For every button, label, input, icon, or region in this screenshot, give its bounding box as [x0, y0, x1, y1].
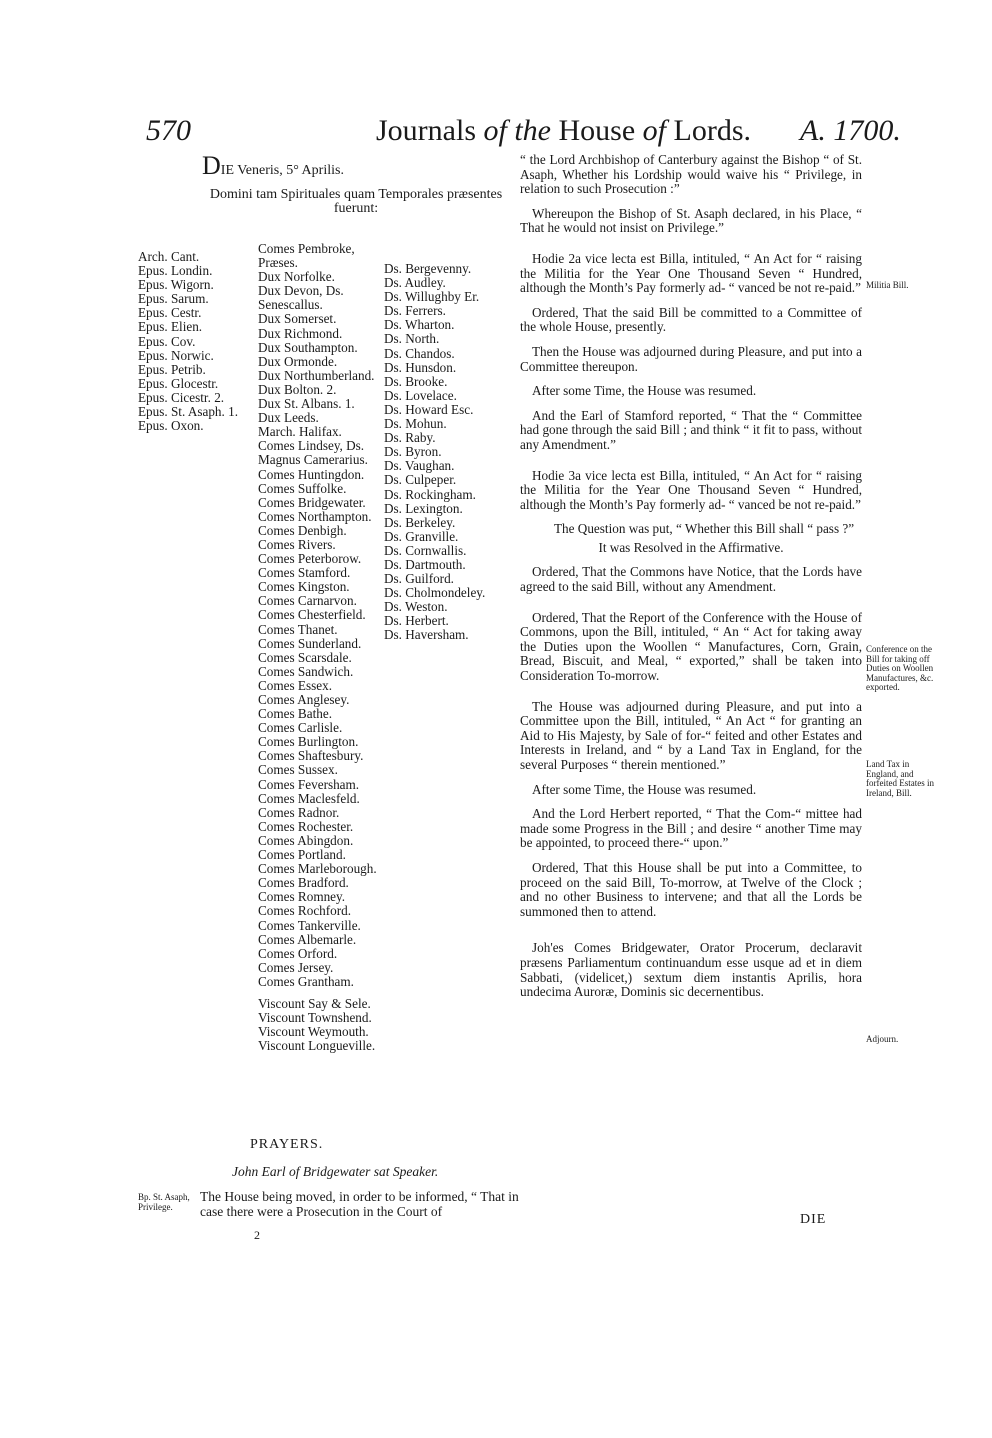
lord-entry: Ds. Lexington. — [384, 500, 463, 516]
right-column — [520, 153, 862, 1010]
paragraph: Whereupon the Bishop of St. Asaph declared, in his Place, “ That he would not insist on Privilege.” — [520, 205, 862, 236]
lord-entry: Comes Anglesey. — [258, 692, 350, 707]
paragraph: Hodie 3a vice lecta est Billa, intituled, “ An Act for “ raising the Militia for the Year One Thousand Seven “ Hundred, although the Month’s Pay formerly ad- “ vanced be not re-paid.” — [520, 467, 862, 512]
lord-entry: Ds. Haversham. — [384, 627, 469, 643]
attendance-heading: Domini tam Spirituales quam Temporales præsentes fuerunt: — [209, 187, 503, 216]
lord-entry: Epus. Oxon. — [138, 418, 204, 434]
lord-entry: Epus. Wigorn. — [138, 277, 214, 293]
speaker-line: John Earl of Bridgewater sat Speaker. — [232, 1164, 439, 1179]
lord-entry: Dux Norfolke. — [258, 269, 335, 285]
lord-entry: Ds. Culpeper. — [384, 472, 457, 488]
lord-entry: Dux Northumberland. — [258, 367, 375, 383]
lord-entry: Viscount Weymouth. — [258, 1024, 369, 1040]
lord-entry: Ds. Cornwallis. — [384, 542, 467, 558]
lord-entry: Comes Northampton. — [258, 508, 372, 524]
lord-entry: Comes Essex. — [258, 677, 332, 693]
lord-entry: Ds. Chandos. — [384, 345, 455, 361]
lord-entry: Viscount Townshend. — [258, 1010, 372, 1026]
lord-entry: Comes Stamford. — [258, 565, 351, 581]
lord-entry: Comes Huntingdon. — [258, 466, 365, 482]
lord-entry: Comes Tankerville. — [258, 917, 361, 933]
lord-entry: Comes Sussex. — [258, 762, 338, 778]
title-word: of — [642, 114, 666, 147]
lord-entry: Epus. Norwic. — [138, 347, 214, 363]
paragraph: Joh'es Comes Bridgewater, Orator Procerum, declaravit præsens Parliamentum continuandum esse usque ad et in diem Sabbati, (videlicet,) sextum diem instantis Aprilis, hora undecima Auroræ, Dominis sic decernentibus. — [520, 940, 862, 1000]
lord-entry: Ds. Howard Esc. — [384, 401, 474, 417]
paragraph: And the Lord Herbert reported, “ That the Com-“ mittee had made some Progress in the Bill ; and desire “ another Time may be appointed, to proceed there-“ upon.” — [520, 806, 862, 851]
lord-entry: Ds. Dartmouth. — [384, 556, 466, 572]
lord-entry: Epus. St. Asaph. 1. — [138, 404, 239, 420]
lord-entry: Comes Scarsdale. — [258, 649, 352, 665]
lord-entry: Epus. Cestr. — [138, 305, 202, 321]
lord-entry: Dux Somerset. — [258, 311, 337, 327]
page-title — [376, 114, 751, 148]
lord-entry: Comes Burlington. — [258, 734, 359, 750]
lord-entry: Dux Southampton. — [258, 339, 358, 355]
drop-cap: D — [202, 151, 221, 180]
lord-entry: Comes Carlisle. — [258, 720, 343, 736]
lord-entry: Epus. Sarum. — [138, 291, 209, 307]
lord-entry: Ds. Wharton. — [384, 317, 455, 333]
paragraph: Ordered, That the said Bill be committed to a Committee of the whole House, presently. — [520, 304, 862, 335]
lord-entry: Dux Leeds. — [258, 410, 319, 426]
lord-entry: Ds. Lovelace. — [384, 387, 457, 403]
lord-entry: Ds. Willughby Er. — [384, 289, 480, 305]
lord-entry: Comes Grantham. — [258, 973, 354, 989]
lord-entry: Comes Bradford. — [258, 875, 349, 891]
lord-entry: Comes Portland. — [258, 847, 346, 863]
lord-entry: Dux St. Albans. 1. — [258, 396, 355, 412]
lord-entry: Ds. Guilford. — [384, 571, 454, 587]
lord-entry: March. Halifax. — [258, 424, 342, 440]
margin-note: Adjourn. — [866, 1034, 899, 1044]
lord-entry: Ds. Ferrers. — [384, 303, 446, 319]
lord-entry: Arch. Cant. — [138, 249, 200, 264]
lord-entry: Comes Maclesfeld. — [258, 790, 360, 806]
paragraph: Then the House was adjourned during Pleasure, and put into a Committee thereupon. — [520, 343, 862, 374]
lord-entry: Ds. Mohun. — [384, 416, 447, 432]
lord-entry: Dux Bolton. 2. — [258, 381, 337, 397]
lord-entry: Comes Romney. — [258, 889, 346, 905]
catchword: DIE — [800, 1212, 827, 1227]
session-date — [202, 151, 344, 180]
lord-entry: Comes Chesterfield. — [258, 607, 366, 623]
lord-entry: Comes Denbigh. — [258, 522, 347, 538]
lord-entry: Ds. Hunsdon. — [384, 359, 457, 375]
margin-note: Land Tax in England, and forfeited Estates in Ireland, Bill. — [866, 759, 934, 798]
lord-entry: Comes Bathe. — [258, 706, 332, 722]
lord-entry: Comes Sandwich. — [258, 663, 354, 679]
page-year: A. 1700. — [800, 114, 901, 147]
lord-entry: Comes Rochford. — [258, 903, 352, 919]
lord-entry: Comes Jersey. — [258, 959, 334, 975]
lord-entry: Viscount Say & Sele. — [258, 995, 371, 1011]
lord-entry: Ds. Bergevenny. — [384, 261, 472, 276]
paragraph: It was Resolved in the Affirmative. — [598, 539, 784, 555]
paragraph: Ordered, That the Commons have Notice, that the Lords have agreed to the said Bill, without any Amendment. — [520, 564, 862, 595]
paragraph: Ordered, That the Report of the Conference with the House of Commons, upon the Bill, intituled, “ An “ Act for taking away the Duties upon the Woollen “ Manufactures, Corn, Grain, Bread, Biscuit, and Meal, “ exported,” shall be taken into Consideration To-morrow. — [520, 609, 862, 684]
paragraph: Ordered, That this House shall be put into a Committee, to proceed on the said Bill, To-morrow, at Twelve of the Clock ; and no other Business to intervene; and that all the Lords be summoned then to attend. — [520, 859, 862, 919]
lord-entry: Ds. Audley. — [384, 275, 446, 291]
paragraph: After some Time, the House was resumed. — [532, 383, 757, 399]
lord-entry: Dux Richmond. — [258, 325, 343, 341]
lord-entry: Dux Devon, Ds. Senescallus. — [258, 283, 344, 313]
lord-entry: Epus. Petrib. — [138, 361, 206, 377]
lord-entry: Ds. Weston. — [384, 599, 448, 615]
lord-entry: Comes Pembroke, Præses. — [258, 241, 355, 271]
margin-note: Militia Bill. — [866, 280, 909, 290]
lord-entry: Epus. Glocestr. — [138, 375, 219, 391]
margin-note: Bp. St. Asaph, Privilege. — [138, 1192, 190, 1212]
paragraph: “ the Lord Archbishop of Canterbury against the Bishop “ of St. Asaph, Whether his Lordship would waive his “ Privilege, in relation to such Prosecution :” — [520, 152, 862, 197]
lord-entry: Ds. Cholmondeley. — [384, 585, 486, 601]
lord-entry: Comes Carnarvon. — [258, 593, 357, 609]
session-date-text: IE Veneris, 5° Aprilis. — [220, 163, 344, 178]
paragraph: The House was adjourned during Pleasure, and put into a Committee upon the Bill, intituled, “ An Act “ for granting an Aid to His Majesty, by Sale of for-“ feited and other Estates and Interests in Ireland, and “ by a Land Tax in England, for the several Purposes “ therein mentioned.” — [520, 698, 862, 772]
lord-entry: Ds. Byron. — [384, 444, 442, 460]
margin-note: Conference on the Bill for taking off Duties on Woollen Manufactures, &c. exported. — [866, 644, 934, 692]
lord-entry: Comes Shaftesbury. — [258, 748, 364, 764]
lord-entry: Ds. North. — [384, 331, 440, 347]
paragraph: The Question was put, “ Whether this Bill shall “ pass ?” — [554, 521, 855, 537]
lord-entry: Ds. Raby. — [384, 430, 436, 446]
lord-entry: Comes Bridgewater. — [258, 494, 366, 510]
lord-entry: Epus. Cov. — [138, 333, 196, 349]
paragraph: Hodie 2a vice lecta est Billa, intituled, “ An Act for “ raising the Militia for the Year One Thousand Seven “ Hundred, although the Month’s Pay formerly ad- “ vanced be not re-paid.” — [520, 250, 862, 296]
lord-entry: Ds. Rockingham. — [384, 486, 476, 502]
paragraph: And the Earl of Stamford reported, “ That the “ Committee had gone through the said Bill ; and think “ it fit to pass, without any Amendment.” — [520, 407, 862, 452]
title-word: House — [558, 114, 636, 147]
lord-entry: Comes Rivers. — [258, 536, 336, 552]
lord-entry: Comes Abingdon. — [258, 832, 354, 848]
lord-entry: Comes Suffolke. — [258, 480, 347, 496]
lords-temporal-list — [258, 242, 386, 1053]
lord-entry: Dux Ormonde. — [258, 353, 338, 369]
title-word: Journals — [376, 114, 476, 147]
lord-entry: Ds. Berkeley. — [384, 514, 456, 530]
lords-spiritual-list — [138, 250, 256, 433]
lord-entry: Comes Sunderland. — [258, 635, 362, 651]
lord-entry: Comes Rochester. — [258, 818, 354, 834]
lords-barons-list — [384, 262, 504, 643]
prayers-heading: PRAYERS. — [250, 1137, 324, 1152]
lord-entry: Comes Peterborow. — [258, 551, 362, 567]
lord-entry: Comes Orford. — [258, 945, 338, 961]
lord-entry: Ds. Granville. — [384, 528, 459, 544]
page-number: 570 — [146, 114, 191, 147]
title-word: Lords. — [673, 114, 751, 147]
lord-entry: Epus. Londin. — [138, 263, 213, 279]
lord-entry: Viscount Longueville. — [258, 1038, 376, 1054]
lord-entry: Ds. Herbert. — [384, 613, 449, 629]
lord-entry: Comes Thanet. — [258, 621, 338, 637]
lord-entry: Epus. Elien. — [138, 319, 203, 335]
paragraph: After some Time, the House was resumed. — [532, 781, 757, 797]
lord-entry: Comes Radnor. — [258, 804, 340, 820]
title-word: of — [483, 114, 507, 147]
lord-entry: Comes Lindsey, Ds. Magnus Camerarius. — [258, 438, 368, 468]
lord-entry: Ds. Brooke. — [384, 373, 448, 389]
lord-entry: Comes Albemarle. — [258, 931, 357, 947]
lord-entry: Ds. Vaughan. — [384, 458, 455, 474]
signature-mark: 2 — [254, 1228, 260, 1242]
paragraph: The House being moved, in order to be informed, “ That in case there were a Prosecution in the Court of — [200, 1189, 519, 1219]
lord-entry: Comes Feversham. — [258, 776, 360, 792]
title-word: the — [514, 114, 551, 147]
lord-entry: Comes Kingston. — [258, 579, 350, 595]
lord-entry: Comes Marleborough. — [258, 861, 377, 877]
lord-entry: Epus. Cicestr. 2. — [138, 389, 225, 405]
